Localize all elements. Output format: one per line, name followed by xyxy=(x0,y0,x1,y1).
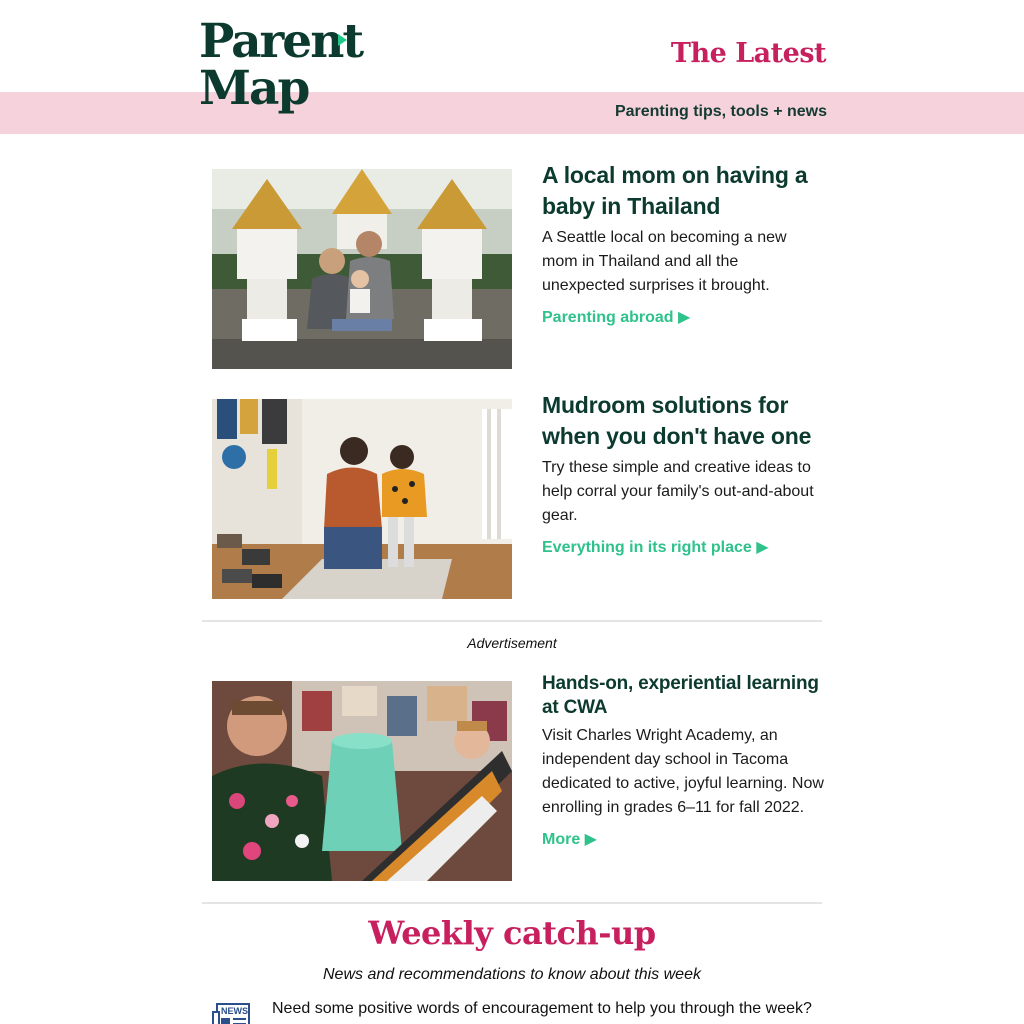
header xyxy=(0,0,1024,92)
weekly-catchup-title: Weekly catch-up xyxy=(368,914,656,952)
ad-content xyxy=(542,672,824,849)
logo-triangle-icon xyxy=(338,34,347,46)
article-title[interactable]: A local mom on having a baby in Thailand xyxy=(542,162,808,219)
article-thailand xyxy=(212,160,824,370)
tagline-band xyxy=(0,92,1024,134)
mudroom-photo xyxy=(212,399,512,599)
parentmap-logo[interactable] xyxy=(199,14,363,122)
article-title[interactable]: Mudroom solutions for when you don't have one xyxy=(542,392,812,449)
newsletter-title: The Latest xyxy=(670,38,826,69)
article-description: A Seattle local on becoming a new mom in Thailand and all the unexpected surprises it brought. xyxy=(542,229,787,294)
ad-more-link[interactable]: More ▶ xyxy=(542,831,597,848)
logo-word-map: Map xyxy=(199,61,309,116)
read-more-link[interactable]: Parenting abroad ▶ xyxy=(542,309,691,326)
cwa-photo xyxy=(212,681,512,881)
ad-description: Visit Charles Wright Academy, an independent day school in Tacoma dedicated to active, joyful learning. Now enrolling in grades 6–11 for fall 2022. xyxy=(542,727,824,816)
weekly-catchup-subtitle: News and recommendations to know about this week xyxy=(323,966,701,983)
thailand-photo xyxy=(212,169,512,369)
advertisement-label: Advertisement xyxy=(467,635,557,651)
news-icon xyxy=(212,1002,252,1024)
read-more-link[interactable]: Everything in its right place ▶ xyxy=(542,539,769,556)
ad-cwa xyxy=(212,672,824,884)
ad-image-cwa[interactable] xyxy=(212,681,512,881)
section-divider xyxy=(202,902,822,904)
catchup-item-text[interactable]: Need some positive words of encouragement to help you through the week? xyxy=(272,1000,812,1017)
article-mudroom xyxy=(212,390,824,600)
article-image-thailand[interactable] xyxy=(212,169,512,369)
news-icon-text: NEWS xyxy=(221,1006,248,1016)
logo-word-parent: Parent xyxy=(199,14,363,69)
section-divider xyxy=(202,620,822,622)
ad-title[interactable]: Hands-on, experiential learning at CWA xyxy=(542,673,819,718)
article-content xyxy=(542,390,824,557)
tagline: Parenting tips, tools + news xyxy=(614,103,827,120)
article-image-mudroom[interactable] xyxy=(212,399,512,599)
article-description: Try these simple and creative ideas to help corral your family's out-and-about gear. xyxy=(542,459,814,524)
article-content xyxy=(542,160,824,327)
